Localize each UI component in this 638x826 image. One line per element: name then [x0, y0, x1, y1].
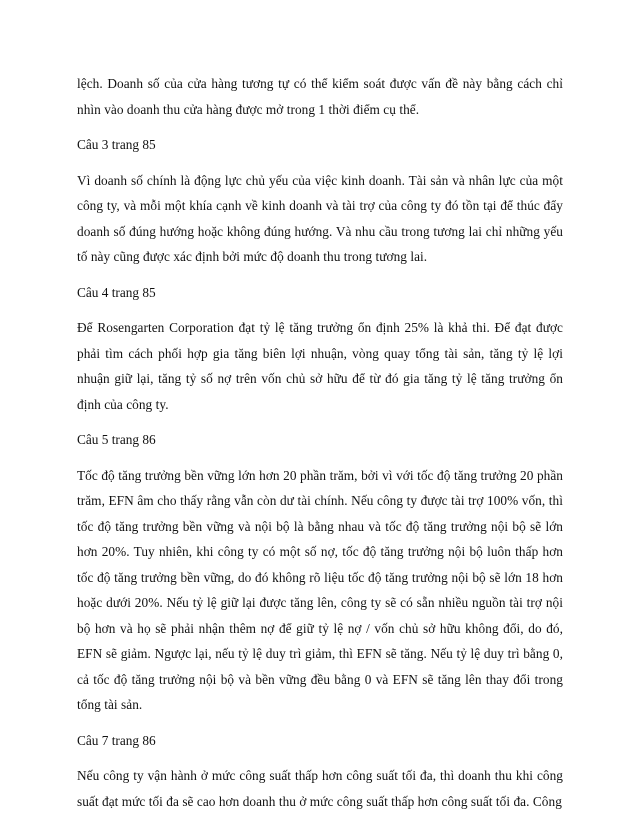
paragraph-continuation: lệch. Doanh số của cửa hàng tương tự có thể kiểm soát được vấn đề này bằng cách chỉ nhìn vào doanh thu cửa hàng được mở trong 1 thời điểm cụ thể.: [77, 76, 563, 117]
document-body: [77, 71, 563, 824]
question-3-answer: Vì doanh số chính là động lực chủ yếu của việc kinh doanh. Tài sản và nhân lực của một công ty, và mỗi một khía cạnh về kinh doanh và tài trợ của công ty đó tồn tại để thúc đẩy doanh số đúng hướng hoặc không đúng hướng. Và nhu cầu trong tương lai chỉ những yếu tố này cũng được xác định bởi mức độ doanh thu trong tương lai.: [77, 172, 563, 264]
question-4-heading: Câu 4 trang 85: [77, 284, 156, 300]
question-5-heading: Câu 5 trang 86: [77, 432, 156, 447]
question-3-heading: Câu 3 trang 85: [77, 137, 156, 152]
question-4-answer: Để Rosengarten Corporation đạt tỷ lệ tăng trưởng ổn định 25% là khả thi. Để đạt được phải tìm cách phối hợp gia tăng biên lợi nhuận, vòng quay tổng tài sản, tăng tỷ lệ lợi nhuận giữ lại, tăng tỷ số nợ trên vốn chủ sở hữu để từ đó gia tăng tỷ lệ tăng trưởng ổn định của công ty.: [77, 320, 563, 412]
question-7-heading: Câu 7 trang 86: [77, 732, 156, 748]
question-5-answer: Tốc độ tăng trưởng bền vững lớn hơn 20 phần trăm, bởi vì với tốc độ tăng trưởng 20 phần trăm, EFN âm cho thấy rằng vẫn còn dư tài chính. Nếu công ty được tài trợ 100% vốn, thì tốc độ tăng trưởng bền vững và nội bộ là bằng nhau và tốc độ tăng trưởng nội bộ sẽ lớn hơn 20%. Tuy nhiên, khi công ty có một số nợ, tốc độ tăng trưởng nội bộ luôn thấp hơn tốc độ tăng trưởng bền vững, do đó không rõ liệu tốc độ tăng trưởng nội bộ sẽ lớn 18 hơn hoặc dưới 20%. Nếu tỷ lệ giữ lại được tăng lên, công ty sẽ có sẵn nhiều nguồn tài trợ nội bộ hơn và họ sẽ phải nhận thêm nợ để giữ tỷ lệ nợ / vốn chủ sở hữu không đổi, do đó, EFN sẽ giảm. Ngược lại, nếu tỷ lệ duy trì giảm, thì EFN sẽ tăng. Nếu tỷ lệ duy trì bằng 0, cả tốc độ tăng trưởng nội bộ và bền vững đều bằng 0 và EFN sẽ tăng lên thay đổi trong tổng tài sản.: [77, 467, 563, 712]
question-7-answer: Nếu công ty vận hành ở mức công suất thấp hơn công suất tối đa, thì doanh thu khi công suất đạt mức tối đa sẽ cao hơn doanh thu ở mức công suất thấp hơn công suất tối đa. Công: [77, 768, 563, 809]
